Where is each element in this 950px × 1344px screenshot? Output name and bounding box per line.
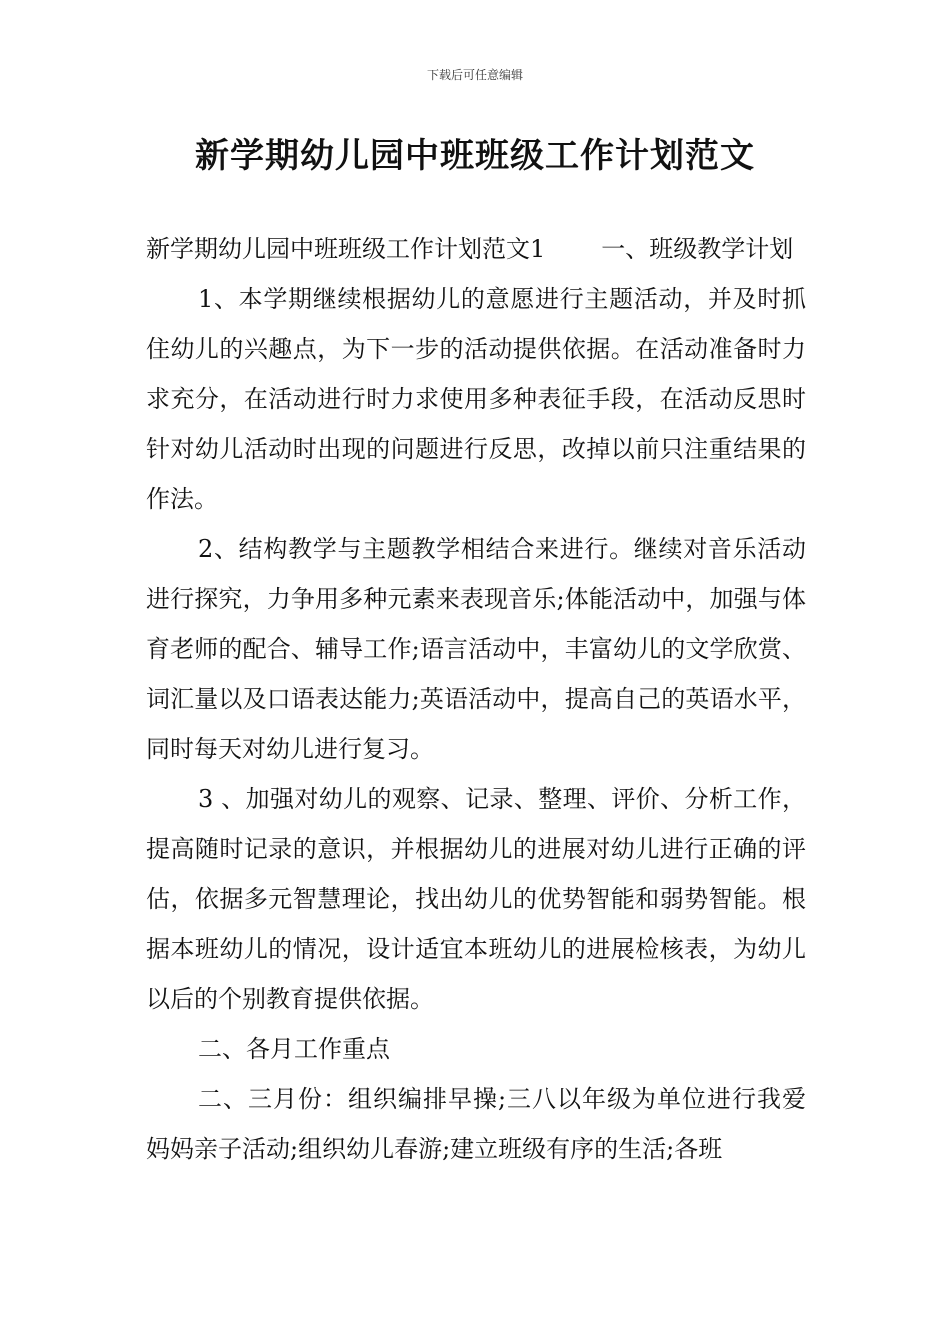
- document-body: [146, 224, 806, 1174]
- section-heading-1: 一、班级教学计划: [601, 235, 794, 263]
- paragraph-2: 2、结构教学与主题教学相结合来进行。继续对音乐活动进行探究，力争用多种元素来表现音乐;体能活动中，加强与体育老师的配合、辅导工作;语言活动中，丰富幼儿的文学欣赏、词汇量以及口语表达能力;英语活动中，提高自己的英语水平，同时每天对幼儿进行复习。: [146, 535, 806, 763]
- intro-lead: 新学期幼儿园中班班级工作计划范文1: [146, 235, 546, 263]
- paragraph-1: 1、本学期继续根据幼儿的意愿进行主题活动，并及时抓住幼儿的兴趣点，为下一步的活动提供依据。在活动准备时力求充分，在活动进行时力求使用多种表征手段，在活动反思时针对幼儿活动时出现的问题进行反思，改掉以前只注重结果的作法。: [146, 285, 806, 513]
- section-heading-2: 二、各月工作重点: [198, 1035, 390, 1063]
- intro-line: [146, 224, 806, 274]
- header-note: 下载后可任意编辑: [426, 68, 523, 82]
- document-title: 新学期幼儿园中班班级工作计划范文: [195, 136, 755, 176]
- paragraph-4: 二、三月份：组织编排早操;三八以年级为单位进行我爱妈妈亲子活动;组织幼儿春游;建立班级有序的生活;各班: [146, 1085, 806, 1163]
- paragraph-3: 3 、加强对幼儿的观察、记录、整理、评价、分析工作，提高随时记录的意识，并根据幼儿的进展对幼儿进行正确的评估，依据多元智慧理论，找出幼儿的优势智能和弱势智能。根据本班幼儿的情况，设计适宜本班幼儿的进展检核表，为幼儿以后的个别教育提供依据。: [146, 785, 806, 1013]
